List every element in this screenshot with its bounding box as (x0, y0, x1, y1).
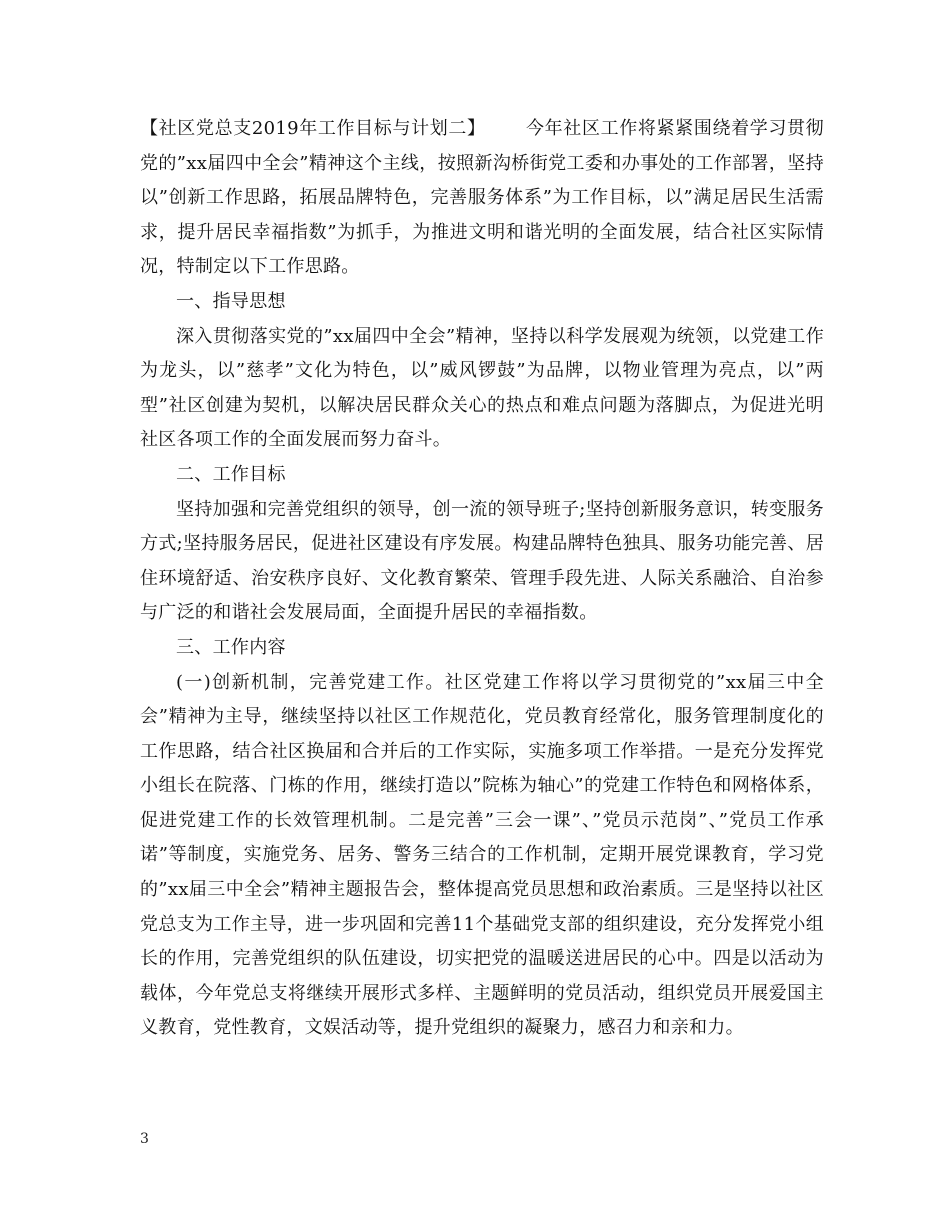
intro-paragraph (140, 112, 824, 285)
section-paragraph-work-content: (一)创新机制，完善党建工作。社区党建工作将以学习贯彻党的”xx届三中全会”精神为主导，继续坚持以社区工作规范化，党员教育经常化，服务管理制度化的工作思路，结合社区换届和合并后的工作实际，实施多项工作举措。一是充分发挥党小组长在院落、门栋的作用，继续打造以”院栋为轴心”的党建工作特色和网格体系，促进党建工作的长效管理机制。二是完善”三会一课”、”党员示范岗”、”党员工作承诺”等制度，实施党务、居务、警务三结合的工作机制，定期开展党课教育，学习党的”xx届三中全会”精神主题报告会，整体提高党员思想和政治素质。三是坚持以社区党总支为工作主导，进一步巩固和完善11个基础党支部的组织建设，充分发挥党小组长的作用，完善党组织的队伍建设，切实把党的温暖送进居民的心中。四是以活动为载体，今年党总支将继续开展形式多样、主题鲜明的党员活动，组织党员开展爱国主义教育，党性教育，文娱活动等，提升党组织的凝聚力，感召力和亲和力。 (140, 671, 824, 1039)
section-paragraph-work-goals: 坚持加强和完善党组织的领导，创一流的领导班子;坚持创新服务意识，转变服务方式;坚持服务居民，促进社区建设有序发展。构建品牌特色独具、服务功能完善、居住环境舒适、治安秩序良好、文化教育繁荣、管理手段先进、人际关系融洽、自治参与广泛的和谐社会发展局面，全面提升居民的幸福指数。 (140, 498, 824, 624)
intro-text: 今年社区工作将紧紧围绕着学习贯彻党的”xx届四中全会”精神这个主线，按照新沟桥街党工委和办事处的工作部署，坚持以”创新工作思路，拓展品牌特色，完善服务体系”为工作目标，以”满足居民生活需求，提升居民幸福指数”为抓手，为推进文明和谐光明的全面发展，结合社区实际情况，特制定以下工作思路。 (140, 118, 824, 278)
document-title: 【社区党总支2019年工作目标与计划二】 (140, 118, 486, 139)
section-paragraph-guiding-ideology: 深入贯彻落实党的”xx届四中全会”精神，坚持以科学发展观为统领，以党建工作为龙头，以”慈孝”文化为特色，以”威风锣鼓”为品牌，以物业管理为亮点，以”两型”社区创建为契机，以解决居民群众关心的热点和难点问题为落脚点，为促进光明社区各项工作的全面发展而努力奋斗。 (140, 325, 824, 451)
section-heading-guiding-ideology: 一、指导思想 (176, 290, 286, 312)
document-page (140, 112, 824, 1046)
section-heading-work-content: 三、工作内容 (176, 636, 286, 658)
section-heading-work-goals: 二、工作目标 (176, 463, 286, 485)
page-number: 3 (140, 1131, 149, 1147)
